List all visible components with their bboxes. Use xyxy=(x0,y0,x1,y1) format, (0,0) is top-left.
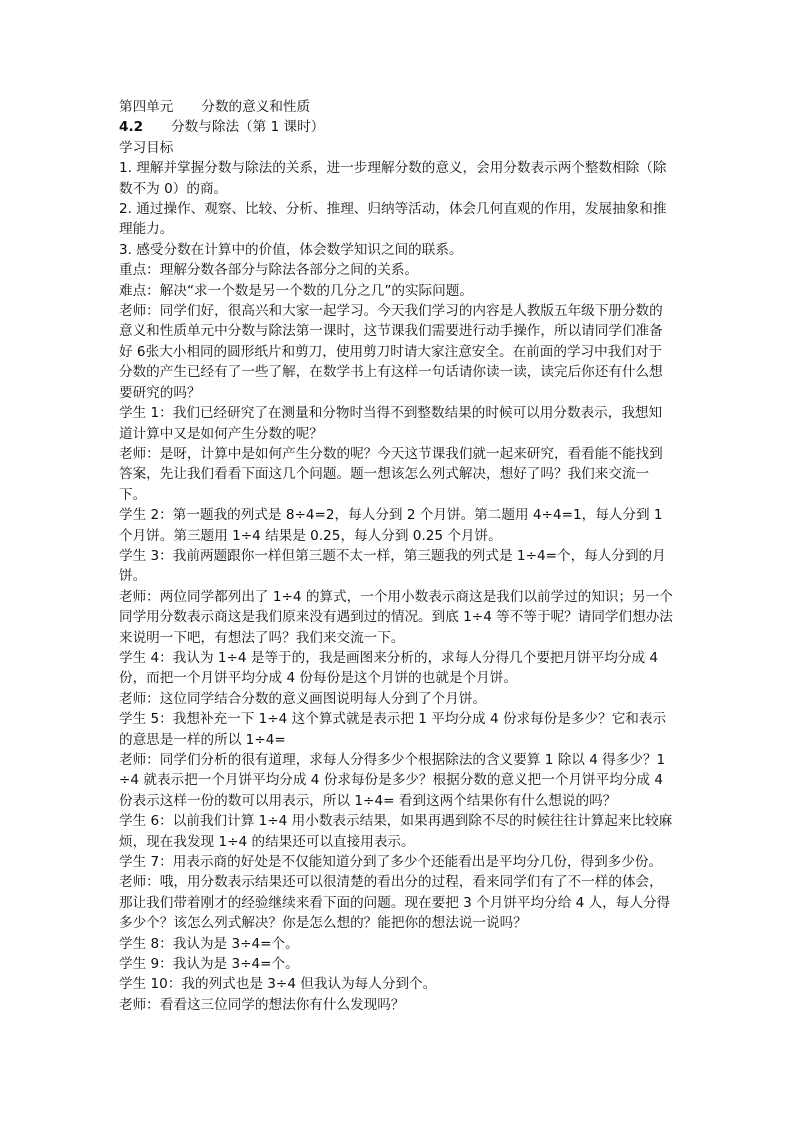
objective-item: 3. 感受分数在计算中的价值，体会数学知识之间的联系。 xyxy=(119,241,463,258)
dialogue-paragraph: 学生 1：我们已经研究了在测量和分物时当得不到整数结果的时候可以用分数表示，我想知道计算中又是如何产生分数的呢？ xyxy=(119,405,663,442)
dialogue-paragraph: 老师：两位同学都列出了 1÷4 的算式，一个用小数表示商这是我们以前学过的知识；另一个同学用分数表示商这是我们原来没有遇到过的情况。到底 1÷4 等不等于呢？请同学们想办法来说明一下吧，有想法了吗？我们来交流一下。 xyxy=(119,588,673,646)
dialogue-paragraph: 学生 5：我想补充一下 1÷4 这个算式就是表示把 1 平均分成 4 份求每份是多少？它和表示的意思是一样的所以 1÷4= xyxy=(119,711,667,748)
unit-label: 第四单元 xyxy=(119,99,174,115)
dialogue-paragraph: 学生 7：用表示商的好处是不仅能知道分到了多少个还能看出是平均分几份，得到多少份。 xyxy=(119,854,663,871)
dialogue-paragraph: 老师：看看这三位同学的想法你有什么发现吗？ xyxy=(119,996,405,1013)
lesson-title: 分数与除法（第 1 课时） xyxy=(171,119,325,136)
dialogue-paragraph: 学生 9：我认为是 3÷4=个。 xyxy=(119,956,299,973)
dialogue-paragraph: 学生 8：我认为是 3÷4=个。 xyxy=(119,935,299,952)
dialogue-paragraph: 老师：同学们分析的很有道理，求每人分得多少个根据除法的含义要算 1 除以 4 得多少？1÷4 就表示把一个月饼平均分成 4 份求每份是多少？根据分数的意义把一个月饼平均分成 4 份表示这样一份的数可以用表示，所以 1÷4= 看到这两个结果你有什么想说的吗？ xyxy=(119,752,666,809)
key-point: 重点：理解分数各部分与除法各部分之间的关系。 xyxy=(119,262,419,279)
dialogue-paragraph: 学生 10：我的列式也是 3÷4 但我认为每人分到个。 xyxy=(119,976,437,993)
difficulty-point: 难点：解决“求一个数是另一个数的几分之几”的实际问题。 xyxy=(119,282,473,299)
dialogue-paragraph: 学生 4：我认为 1÷4 是等于的，我是画图来分析的，求每人分得几个要把月饼平均分成 4 份，而把一个月饼平均分成 4 份每份是这个月饼的也就是个月饼。 xyxy=(119,649,659,687)
objective-item: 2. 通过操作、观察、比较、分析、推理、归纳等活动，体会几何直观的作用，发展抽象和推理能力。 xyxy=(119,201,667,238)
dialogue-paragraph: 老师：哦，用分数表示结果还可以很清楚的看出分的过程，看来同学们有了不一样的体会，那让我们带着刚才的经验继续来看下面的问题。现在要把 3 个月饼平均分给 4 人，每人分得多少个？该怎么列式解决？你是怎么想的？能把你的想法说一说吗？ xyxy=(119,874,671,932)
dialogue-paragraph: 学生 2：第一题我的列式是 8÷4=2，每人分到 2 个月饼。第二题用 4÷4=1，每人分到 1 个月饼。第三题用 1÷4 结果是 0.25，每人分到 0.25 个月饼。 xyxy=(119,507,663,544)
dialogue-paragraph: 老师：这位同学结合分数的意义画图说明每人分到了个月饼。 xyxy=(119,690,487,707)
dialogue-paragraph: 学生 6：以前我们计算 1÷4 用小数表示结果，如果再遇到除不尽的时候往往计算起来比较麻烦，现在我发现 1÷4 的结果还可以直接用表示。 xyxy=(119,813,673,850)
dialogue-paragraph: 老师：是呀，计算中是如何产生分数的呢？今天这节课我们就一起来研究，看看能不能找到答案，先让我们看看下面这几个问题。题一想该怎么列式解决，想好了吗？我们来交流一下。 xyxy=(119,445,663,503)
document-page xyxy=(119,97,675,1015)
lesson-number: 4.2 xyxy=(119,119,144,136)
unit-heading xyxy=(119,97,675,117)
dialogue-paragraph: 老师：同学们好，很高兴和大家一起学习。今天我们学习的内容是人教版五年级下册分数的意义和性质单元中分数与除法第一课时，这节课我们需要进行动手操作，所以请同学们准备好 6张大小相同的圆形纸片和剪刀，使用剪刀时请大家注意安全。在前面的学习中我们对于分数的产生已经有了一些了解，在数学书上有这样一句话请你读一读，读完后你还有什么想要研究的吗？ xyxy=(119,303,663,401)
objective-item: 1. 理解并掌握分数与除法的关系，进一步理解分数的意义，会用分数表示两个整数相除（除数不为 0）的商。 xyxy=(119,160,667,197)
objectives-heading: 学习目标 xyxy=(119,139,174,156)
dialogue-paragraph: 学生 3：我前两题跟你一样但第三题不太一样，第三题我的列式是 1÷4=个，每人分到的月饼。 xyxy=(119,547,666,585)
lesson-heading xyxy=(119,117,675,137)
unit-title: 分数的意义和性质 xyxy=(201,99,311,115)
